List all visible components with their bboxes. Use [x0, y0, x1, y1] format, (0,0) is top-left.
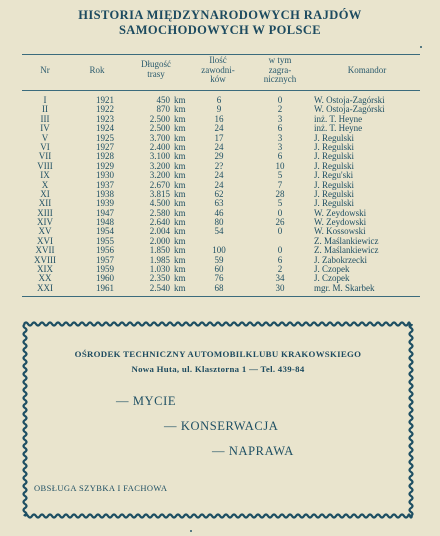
cell-nr: II [42, 104, 48, 115]
cell-nr: XIV [37, 217, 53, 228]
cell-length: 1.985 [149, 254, 170, 265]
cell-unit: km [174, 188, 186, 199]
cell-participants: 2? [214, 160, 224, 171]
cell-commander: W. Ostoja-Zagórski [314, 96, 385, 105]
cell-foreign: 3 [277, 113, 283, 124]
cell-foreign: 0 [277, 245, 283, 256]
cell-participants: 24 [214, 170, 224, 181]
cell-participants: 80 [214, 217, 224, 228]
cell-foreign: 2 [277, 104, 283, 115]
cell-nr: XVI [37, 235, 53, 246]
cell-nr: VII [38, 151, 52, 162]
cell-participants: 68 [214, 282, 224, 293]
workshop-advertisement [20, 318, 416, 522]
header-rok: Rok [89, 65, 105, 75]
table-rows [22, 96, 420, 293]
cell-commander: J. Zabokrzecki [314, 255, 367, 265]
cell-year: 1956 [96, 245, 114, 256]
table-bottom-rule [22, 296, 420, 297]
cell-participants: 63 [214, 198, 224, 209]
cell-length: 2.580 [149, 207, 170, 218]
cell-unit: km [174, 273, 186, 284]
cell-foreign: 34 [275, 273, 285, 284]
cell-year: 1948 [96, 217, 114, 228]
cell-participants: 29 [214, 151, 224, 162]
cell-foreign: 7 [277, 179, 283, 190]
cell-length: 2.350 [149, 273, 170, 284]
cell-year: 1938 [96, 188, 114, 199]
cell-commander: J. Regulski [314, 199, 355, 209]
table-header-rule [22, 90, 420, 91]
cell-participants: 17 [214, 132, 224, 143]
service-slogan: OBSŁUGA SZYBKA I FACHOWA [34, 483, 168, 493]
cell-unit: km [174, 160, 186, 171]
cell-participants: 76 [214, 273, 224, 284]
cell-unit: km [174, 179, 186, 190]
print-speck [420, 46, 422, 48]
cell-length: 2.004 [149, 226, 170, 237]
cell-year: 1960 [96, 273, 114, 284]
cell-foreign: 5 [277, 170, 283, 181]
header-count [190, 56, 246, 85]
cell-unit: km [174, 264, 186, 275]
cell-year: 1954 [96, 226, 114, 237]
cell-year: 1961 [96, 282, 114, 293]
cell-year: 1930 [96, 170, 114, 181]
cell-commander: inż. T. Heyne [314, 124, 363, 134]
cell-commander: W. Zeydowski [314, 218, 367, 228]
cell-commander: mgr. M. Skarbek [314, 283, 375, 293]
cell-commander: Z. Maślankiewicz [314, 246, 379, 256]
cell-year: 1927 [96, 141, 114, 152]
workshop-name: OŚRODEK TECHNICZNY AUTOMOBILKLUBU KRAKOWSKIEGO [74, 349, 362, 359]
cell-year: 1939 [96, 198, 114, 209]
cell-participants: 24 [214, 123, 224, 134]
cell-commander: J. Regulski [314, 142, 355, 152]
cell-foreign: 6 [277, 123, 283, 134]
cell-participants: 46 [214, 207, 224, 218]
cell-length: 3.200 [149, 160, 170, 171]
cell-foreign: 10 [275, 160, 285, 171]
cell-length: 3.700 [149, 132, 170, 143]
title-line-2: SAMOCHODOWYCH W POLSCE [118, 23, 322, 37]
cell-foreign: 6 [277, 254, 283, 265]
cell-nr: XX [38, 273, 52, 284]
cell-nr: XV [38, 226, 52, 237]
workshop-address: Nowa Huta, ul. Klasztorna 1 — Tel. 439-84 [131, 364, 305, 374]
cell-participants: 100 [212, 245, 226, 256]
header-classified-line-2: zagra- [268, 64, 292, 75]
cell-participants: 6 [216, 95, 222, 105]
cell-foreign: 0 [277, 226, 283, 237]
cell-year: 1921 [96, 95, 114, 105]
cell-commander: inż. T. Heyne [314, 114, 363, 124]
cell-nr: XVIII [34, 254, 56, 265]
cell-nr: XIX [37, 264, 53, 275]
cell-year: 1955 [96, 235, 114, 246]
cell-commander: J. Czopek [314, 265, 350, 275]
header-length-line-2: trasy [147, 68, 165, 79]
header-classified-line-1: w tym [268, 55, 292, 65]
cell-participants: 16 [214, 113, 224, 124]
cell-year: 1928 [96, 151, 114, 162]
header-count-line-2: zawodni- [201, 64, 235, 75]
cell-length: 870 [156, 104, 170, 115]
cell-foreign: 3 [277, 141, 283, 152]
cell-year: 1947 [96, 207, 114, 218]
cell-nr: IX [40, 170, 50, 181]
cell-length: 2.500 [149, 123, 170, 134]
cell-participants: 24 [214, 141, 224, 152]
cell-nr: VIII [37, 160, 53, 171]
page-title [0, 8, 440, 38]
cell-unit: km [174, 245, 186, 256]
cell-length: 1.850 [149, 245, 170, 256]
cell-year: 1922 [96, 104, 114, 115]
cell-nr: XI [40, 188, 50, 199]
cell-foreign: 26 [275, 217, 285, 228]
cell-participants: 62 [214, 188, 224, 199]
cell-commander: W. Kossowski [314, 227, 366, 237]
cell-commander: J. Regulski [314, 133, 355, 143]
cell-length: 2.540 [149, 282, 170, 293]
cell-unit: km [174, 170, 186, 181]
table-row [22, 284, 420, 293]
cell-length: 3.815 [149, 188, 170, 199]
cell-foreign: 0 [277, 207, 283, 218]
cell-unit: km [174, 217, 186, 228]
cell-foreign: 6 [277, 151, 283, 162]
table-row [22, 96, 420, 105]
cell-year: 1925 [96, 132, 114, 143]
cell-unit: km [174, 95, 186, 105]
cell-commander: Z. Maślankiewicz [314, 236, 379, 246]
header-count-line-3: ków [210, 74, 226, 84]
cell-participants: 24 [214, 179, 224, 190]
cell-length: 3.200 [149, 170, 170, 181]
cell-unit: km [174, 123, 186, 134]
cell-year: 1959 [96, 264, 114, 275]
cell-nr: V [41, 132, 49, 143]
header-count-line-1: Ilość [209, 55, 227, 65]
cell-nr: XXI [37, 282, 53, 293]
table-row [22, 227, 420, 236]
cell-nr: IV [40, 123, 50, 134]
cell-commander: J. Regulski [314, 152, 355, 162]
cell-length: 450 [156, 95, 170, 105]
print-speck [190, 530, 192, 532]
cell-unit: km [174, 207, 186, 218]
cell-length: 1.030 [149, 264, 170, 275]
cell-length: 2.000 [149, 235, 170, 246]
cell-unit: km [174, 235, 186, 246]
cell-nr: I [43, 95, 47, 105]
cell-unit: km [174, 254, 186, 265]
cell-nr: XVII [35, 245, 55, 256]
service-repair: — NAPRAWA [212, 444, 294, 458]
cell-nr: XII [38, 198, 52, 209]
cell-length: 3.100 [149, 151, 170, 162]
cell-nr: XIII [37, 207, 53, 218]
cell-length: 2.500 [149, 113, 170, 124]
advertisement-content [20, 318, 416, 522]
cell-commander: J. Regulski [314, 189, 355, 199]
header-nr: Nr [40, 65, 50, 75]
header-length [126, 60, 186, 79]
cell-unit: km [174, 132, 186, 143]
header-length-line-1: Długość [141, 59, 171, 69]
cell-unit: km [174, 226, 186, 237]
cell-commander: J. Regulski [314, 180, 355, 190]
cell-commander: J. Czopek [314, 274, 350, 284]
cell-unit: km [174, 104, 186, 115]
cell-unit: km [174, 282, 186, 293]
cell-year: 1937 [96, 179, 114, 190]
cell-foreign: 2 [277, 264, 283, 275]
cell-year: 1929 [96, 160, 114, 171]
cell-length: 2.400 [149, 141, 170, 152]
cell-nr: VI [40, 141, 50, 152]
header-commander: Komandor [347, 65, 387, 75]
cell-foreign: 30 [275, 282, 285, 293]
cell-participants: 9 [216, 104, 222, 115]
cell-unit: km [174, 113, 186, 124]
cell-foreign: 3 [277, 132, 283, 143]
cell-unit: km [174, 151, 186, 162]
cell-participants: 60 [214, 264, 224, 275]
cell-nr: III [40, 113, 50, 124]
cell-year: 1924 [96, 123, 114, 134]
cell-foreign: 0 [277, 95, 283, 105]
cell-commander: W. Ostoja-Zagórski [314, 105, 385, 115]
cell-year: 1957 [96, 254, 114, 265]
header-classified-line-3: nicznych [263, 74, 297, 84]
cell-participants: 54 [214, 226, 224, 237]
cell-commander: J. Regulski [314, 161, 355, 171]
title-line-1: HISTORIA MIĘDZYNARODOWYCH RAJDÓW [78, 8, 362, 22]
cell-foreign: 5 [277, 198, 283, 209]
cell-year: 1923 [96, 113, 114, 124]
cell-unit: km [174, 141, 186, 152]
cell-commander: W. Zeydowski [314, 208, 367, 218]
header-classified [252, 56, 308, 85]
cell-commander: J. Regu'ski [314, 171, 354, 181]
service-washing: — MYCIE [116, 394, 177, 408]
cell-length: 4.500 [149, 198, 170, 209]
cell-nr: X [41, 179, 49, 190]
cell-foreign: 28 [275, 188, 285, 199]
service-maintenance: — KONSERWACJA [164, 419, 279, 433]
cell-length: 2.670 [149, 179, 170, 190]
cell-unit: km [174, 198, 186, 209]
cell-length: 2.640 [149, 217, 170, 228]
cell-participants: 59 [214, 254, 224, 265]
